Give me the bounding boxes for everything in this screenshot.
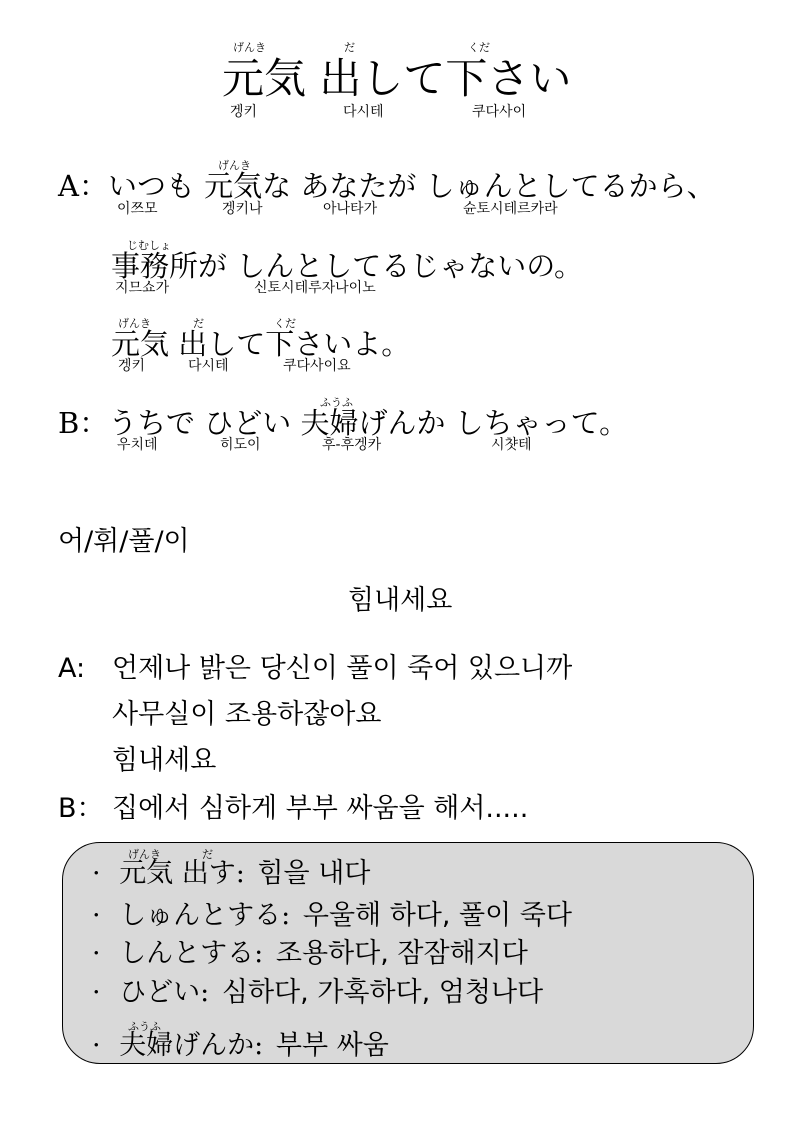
translation-line: 집에서 심하게 부부 싸움을 해서..... bbox=[112, 793, 529, 824]
vocab-term: しんとする: bbox=[119, 938, 264, 969]
vocab-meaning: 심하다, 가혹하다, 엄청나다 bbox=[221, 977, 544, 1008]
title-furigana-kuda: くだ bbox=[468, 41, 490, 54]
vocab-meaning: 우울해 하다, 풀이 죽다 bbox=[302, 900, 572, 931]
reading: 신토시테루자나이노 bbox=[254, 280, 376, 296]
reading: 아나타가 bbox=[323, 201, 378, 217]
bullet: · bbox=[92, 858, 101, 889]
vocab-term: 夫婦げんか: bbox=[119, 1030, 264, 1061]
vocab-item bbox=[92, 940, 528, 967]
reading: 슌토시테르카라 bbox=[463, 201, 558, 217]
section-heading-vocab: 어/휘/풀/이 bbox=[58, 526, 190, 557]
translation-line: 힘내세요 bbox=[112, 745, 217, 776]
reading: 쿠다사이요 bbox=[283, 358, 351, 374]
vocab-item bbox=[92, 860, 370, 887]
title-furigana-da: だ bbox=[344, 41, 355, 54]
bullet: · bbox=[92, 977, 101, 1008]
furigana: げんき bbox=[118, 317, 151, 330]
vocab-meaning: 부부 싸움 bbox=[275, 1030, 389, 1061]
vocab-term: ひどい: bbox=[119, 977, 210, 1008]
reading: 후-후겡카 bbox=[322, 437, 382, 453]
title-reading: 겡키 bbox=[230, 104, 258, 120]
dialogue-line-a1: A：いつも 元気な あなたが しゅんとしてるから、 bbox=[58, 169, 716, 203]
reading: 이쯔모 bbox=[117, 201, 158, 217]
reading: 우치데 bbox=[117, 437, 158, 453]
vocab-item bbox=[92, 979, 543, 1006]
dialogue-line-a2: 事務所が しんとしてるじゃないの。 bbox=[111, 249, 584, 283]
translation-line: 언제나 밝은 당신이 풀이 죽어 있으니까 bbox=[112, 653, 573, 684]
title-reading: 쿠다사이 bbox=[472, 104, 527, 120]
vocab-meaning: 힘을 내다 bbox=[257, 858, 371, 889]
page-title: 元気 出して下さい bbox=[222, 54, 572, 103]
dialogue-line-b1: B：うちで ひどい 夫婦げんか しちゃって。 bbox=[58, 406, 629, 440]
furigana: だ bbox=[193, 317, 204, 330]
translation-line: 사무실이 조용하잖아요 bbox=[112, 699, 382, 730]
reading: 시챳테 bbox=[491, 437, 532, 453]
translation-label: A: bbox=[58, 653, 86, 684]
title-furigana-genki: げんき bbox=[233, 41, 266, 54]
bullet: · bbox=[92, 900, 101, 931]
furigana: くだ bbox=[274, 317, 296, 330]
reading: 겡키나 bbox=[222, 201, 263, 217]
reading: 겡키 bbox=[118, 358, 146, 374]
translation-label: B： bbox=[58, 793, 104, 824]
furigana: ふうふ bbox=[320, 396, 353, 409]
vocab-meaning: 조용하다, 잠잠해지다 bbox=[275, 938, 528, 969]
furigana: ふうふ bbox=[128, 1020, 161, 1033]
dialogue-line-a3: 元気 出して下さいよ。 bbox=[111, 327, 411, 361]
translation-title: 힘내세요 bbox=[348, 585, 453, 616]
reading: 지므쇼가 bbox=[115, 280, 170, 296]
furigana: だ bbox=[202, 848, 213, 861]
bullet: · bbox=[92, 1030, 101, 1061]
vocab-item bbox=[92, 902, 572, 929]
title-reading: 다시테 bbox=[343, 104, 384, 120]
reading: 다시테 bbox=[188, 358, 229, 374]
furigana: げんき bbox=[218, 159, 251, 172]
furigana: じむしょ bbox=[127, 239, 171, 252]
furigana: げんき bbox=[128, 848, 161, 861]
bullet: · bbox=[92, 938, 101, 969]
vocab-term: しゅんとする: bbox=[119, 900, 291, 931]
vocab-term: 元気 出す: bbox=[119, 858, 245, 889]
vocab-item bbox=[92, 1032, 389, 1059]
reading: 히도이 bbox=[220, 437, 261, 453]
